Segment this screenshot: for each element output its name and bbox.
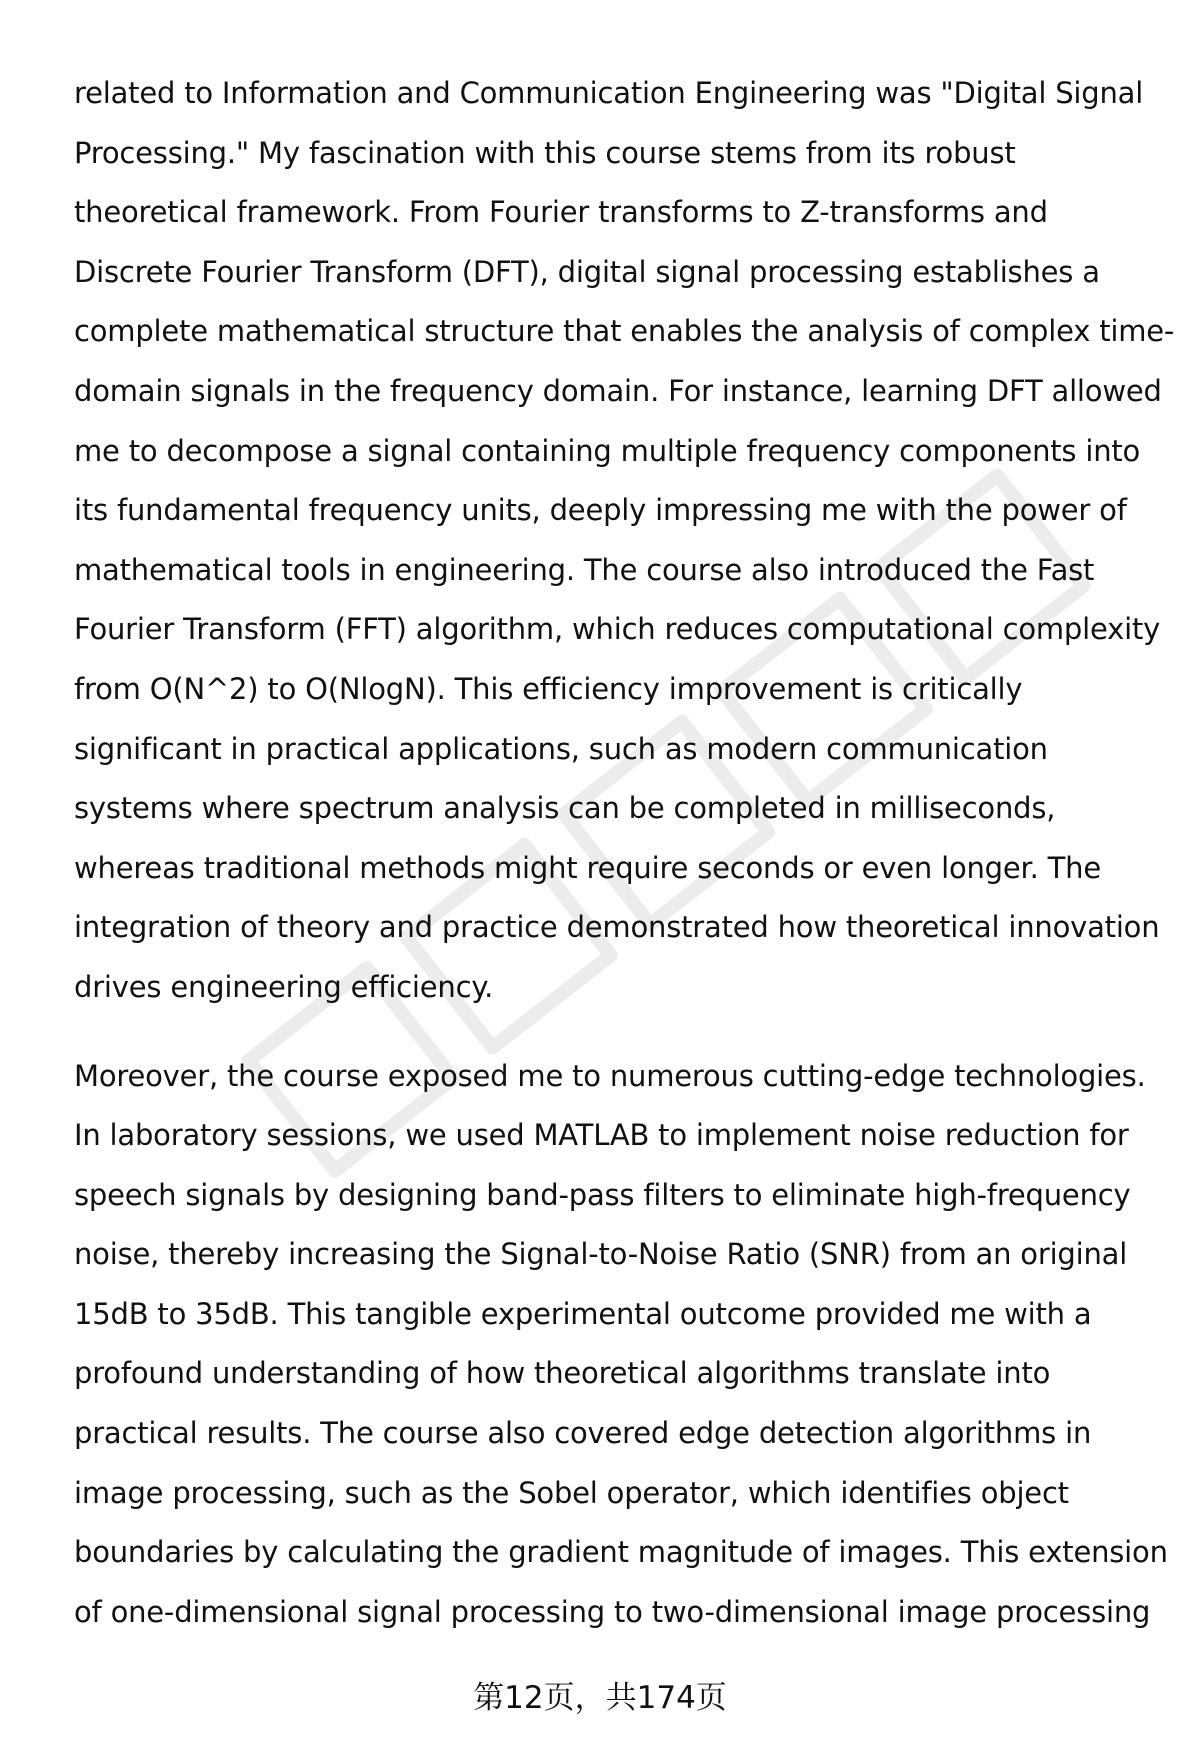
- text-line: mathematical tools in engineering. The course also introduced the Fast: [74, 552, 1095, 587]
- text-line: practical results. The course also covered edge detection algorithms in: [74, 1416, 1092, 1451]
- text-line: complete mathematical structure that enables the analysis of complex time-: [74, 314, 1175, 349]
- text-line: boundaries by calculating the gradient magnitude of images. This extension: [74, 1535, 1168, 1570]
- text-line: image processing, such as the Sobel operator, which identifies object: [74, 1475, 1069, 1510]
- text-line: profound understanding of how theoretical algorithms translate into: [74, 1356, 1051, 1391]
- text-line: whereas traditional methods might require seconds or even longer. The: [74, 850, 1101, 885]
- text-line: from O(N^2) to O(NlogN). This efficiency improvement is critically: [74, 671, 1023, 706]
- text-line: integration of theory and practice demonstrated how theoretical innovation: [74, 910, 1160, 945]
- text-line: Moreover, the course exposed me to numerous cutting-edge technologies.: [74, 1058, 1146, 1093]
- text-line: In laboratory sessions, we used MATLAB to implement noise reduction for: [74, 1118, 1129, 1153]
- text-line: of one-dimensional signal processing to two-dimensional image processing: [74, 1594, 1151, 1629]
- text-line: significant in practical applications, such as modern communication: [74, 731, 1048, 766]
- text-line: Discrete Fourier Transform (DFT), digital signal processing establishes a: [74, 254, 1100, 289]
- paragraph-2: [74, 1047, 1174, 1643]
- text-line: drives engineering efficiency.: [74, 969, 494, 1004]
- text-line: systems where spectrum analysis can be completed in milliseconds,: [74, 791, 1056, 826]
- text-line: its fundamental frequency units, deeply impressing me with the power of: [74, 493, 1127, 528]
- text-line: theoretical framework. From Fourier transforms to Z-transforms and: [74, 195, 1048, 230]
- text-line: related to Information and Communication Engineering was "Digital Signal: [74, 76, 1144, 110]
- paragraph-spacer: [74, 1018, 1174, 1047]
- text-line: Fourier Transform (FFT) algorithm, which reduces computational complexity: [74, 612, 1161, 647]
- text-line: noise, thereby increasing the Signal-to-Noise Ratio (SNR) from an original: [74, 1237, 1128, 1272]
- text-line: 15dB to 35dB. This tangible experimental outcome provided me with a: [74, 1296, 1092, 1331]
- paragraph-1: [74, 64, 1174, 1018]
- text-line: Processing." My fascination with this course stems from its robust: [74, 135, 1016, 170]
- text-line: me to decompose a signal containing multiple frequency components into: [74, 433, 1141, 468]
- text-line: speech signals by designing band-pass filters to eliminate high-frequency: [74, 1177, 1131, 1212]
- text-line: domain signals in the frequency domain. For instance, learning DFT allowed: [74, 373, 1162, 408]
- page-number-footer: 第12页，共174页: [473, 1680, 727, 1716]
- page-body: [74, 64, 1174, 1642]
